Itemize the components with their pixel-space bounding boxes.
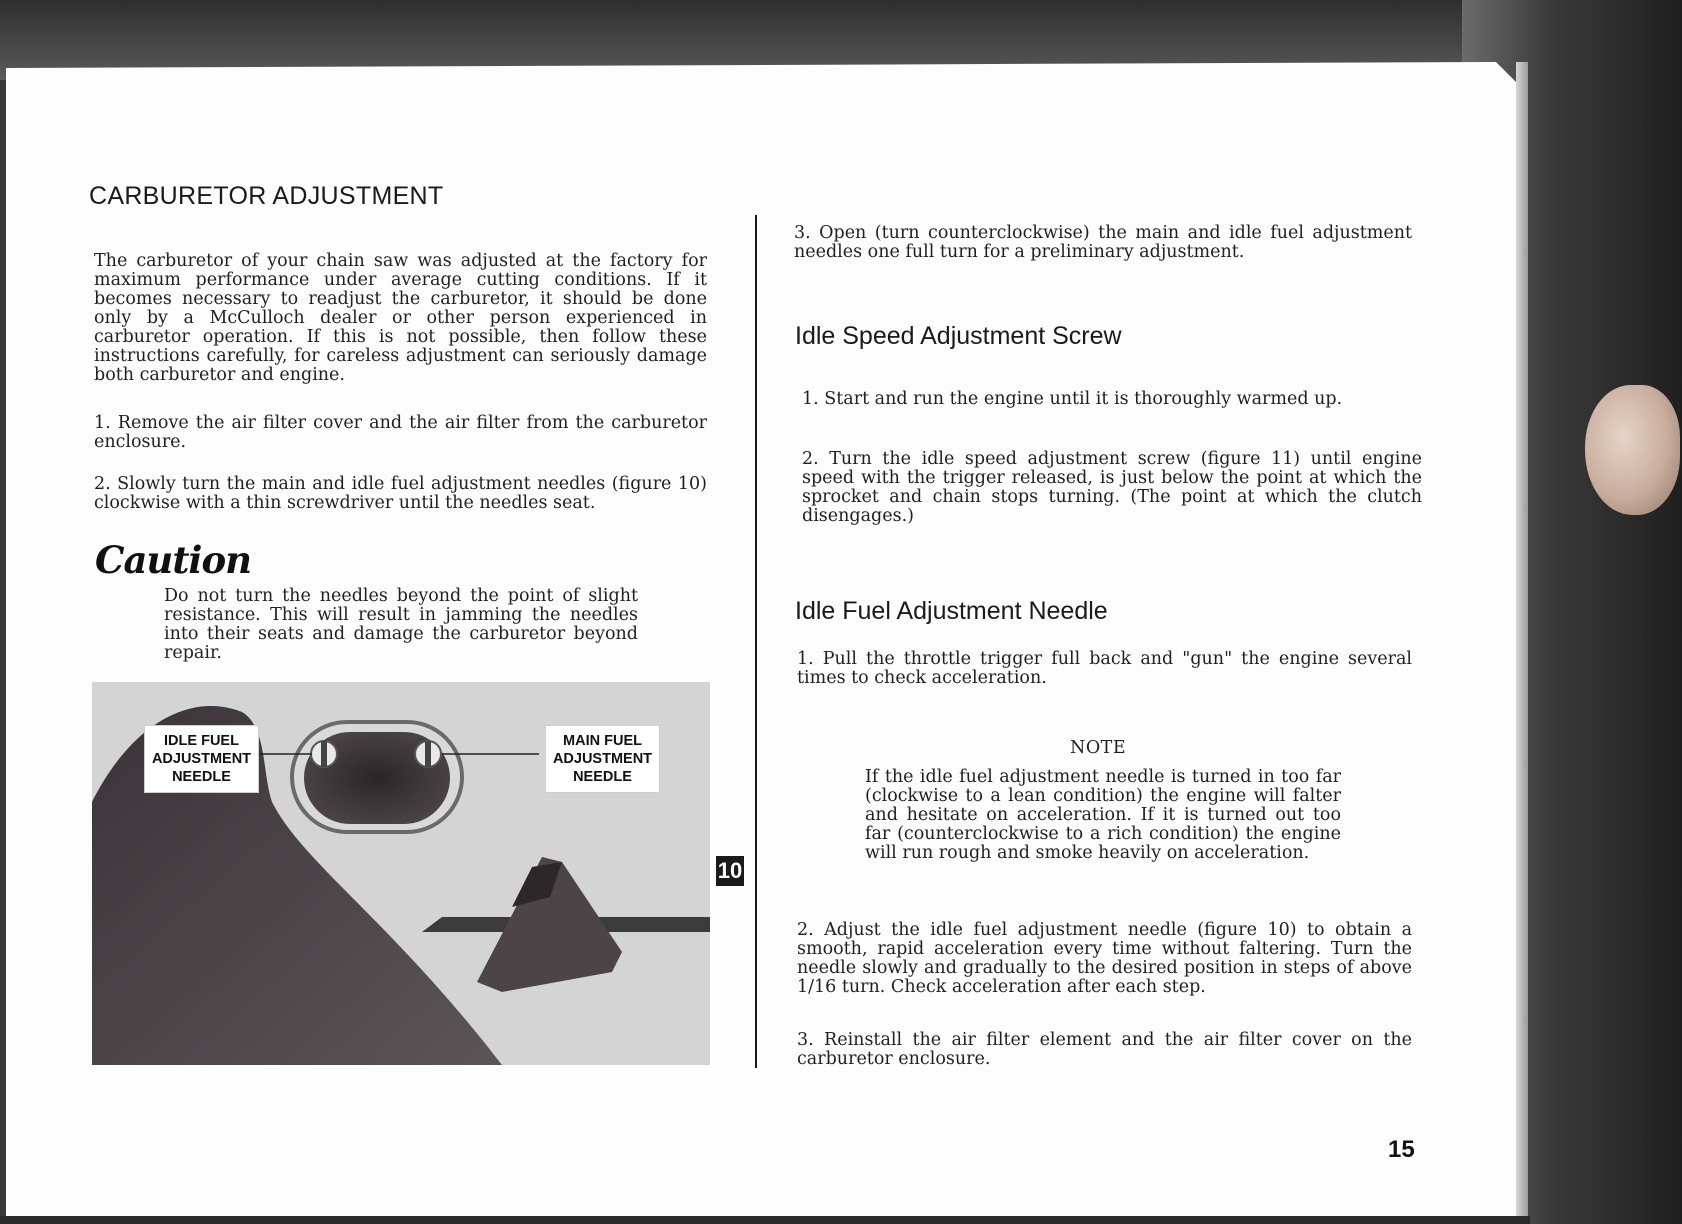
idle-fuel-step-1: 1. Pull the throttle trigger full back and "gun" the engine several times to check acceleration. [797, 649, 1412, 688]
idle-speed-step-2: 2. Turn the idle speed adjustment screw (figure 11) until engine speed with the trigger released, is just below the point at which the sprocket and chain stops turning. (The point at which the clutch disengages.) [802, 449, 1422, 526]
step-3: 3. Open (turn counterclockwise) the main and idle fuel adjustment needles one full turn for a preliminary adjustment. [794, 223, 1412, 262]
figure-number-badge: 10 [716, 856, 744, 886]
callout-main-fuel-needle: MAIN FUEL ADJUSTMENT NEEDLE [545, 725, 660, 793]
column-divider [755, 215, 757, 1068]
bottom-shadow [0, 1216, 1530, 1224]
page-number: 15 [1388, 1136, 1415, 1163]
idle-speed-title: Idle Speed Adjustment Screw [795, 322, 1122, 350]
step-2: 2. Slowly turn the main and idle fuel adjustment needles (figure 10) clockwise with a thin screwdriver until the needles seat. [94, 474, 707, 513]
intro-paragraph: The carburetor of your chain saw was adjusted at the factory for maximum performance under average cutting conditions. If it becomes necessary to readjust the carburetor, it should be done only by a McCulloch dealer or other person experienced in carburetor operation. If this is not possible, then follow these instructions carefully, for careless adjustment can seriously damage both carburetor and engine. [94, 251, 707, 385]
idle-speed-step-1: 1. Start and run the engine until it is thoroughly warmed up. [802, 389, 1343, 409]
caution-text: Do not turn the needles beyond the point of slight resistance. This will result in jamming the needles into their seats and damage the carburetor beyond repair. [164, 586, 638, 663]
callout-idle-fuel-needle: IDLE FUEL ADJUSTMENT NEEDLE [144, 725, 259, 793]
caution-heading: Caution [95, 538, 252, 582]
idle-fuel-title: Idle Fuel Adjustment Needle [795, 597, 1108, 625]
idle-fuel-step-2: 2. Adjust the idle fuel adjustment needle (figure 10) to obtain a smooth, rapid acceleration every time without faltering. Turn the needle slowly and gradually to the desired position in steps of above 1/16 turn. Check acceleration after each step. [797, 920, 1412, 997]
section-title: CARBURETOR ADJUSTMENT [89, 182, 444, 210]
note-heading: NOTE [1070, 738, 1127, 758]
idle-fuel-step-3: 3. Reinstall the air filter element and the air filter cover on the carburetor enclosure. [797, 1030, 1412, 1069]
page-edge [1516, 62, 1528, 1224]
step-1: 1. Remove the air filter cover and the air filter from the carburetor enclosure. [94, 413, 707, 452]
carburetor-figure [92, 682, 710, 1065]
note-text: If the idle fuel adjustment needle is turned in too far (clockwise to a lean condition) the engine will falter and hesitate on acceleration. If it is turned out too far (counterclockwise to a rich condition) the engine will run rough and smoke heavily on acceleration. [865, 767, 1341, 863]
thumb [1585, 385, 1680, 515]
